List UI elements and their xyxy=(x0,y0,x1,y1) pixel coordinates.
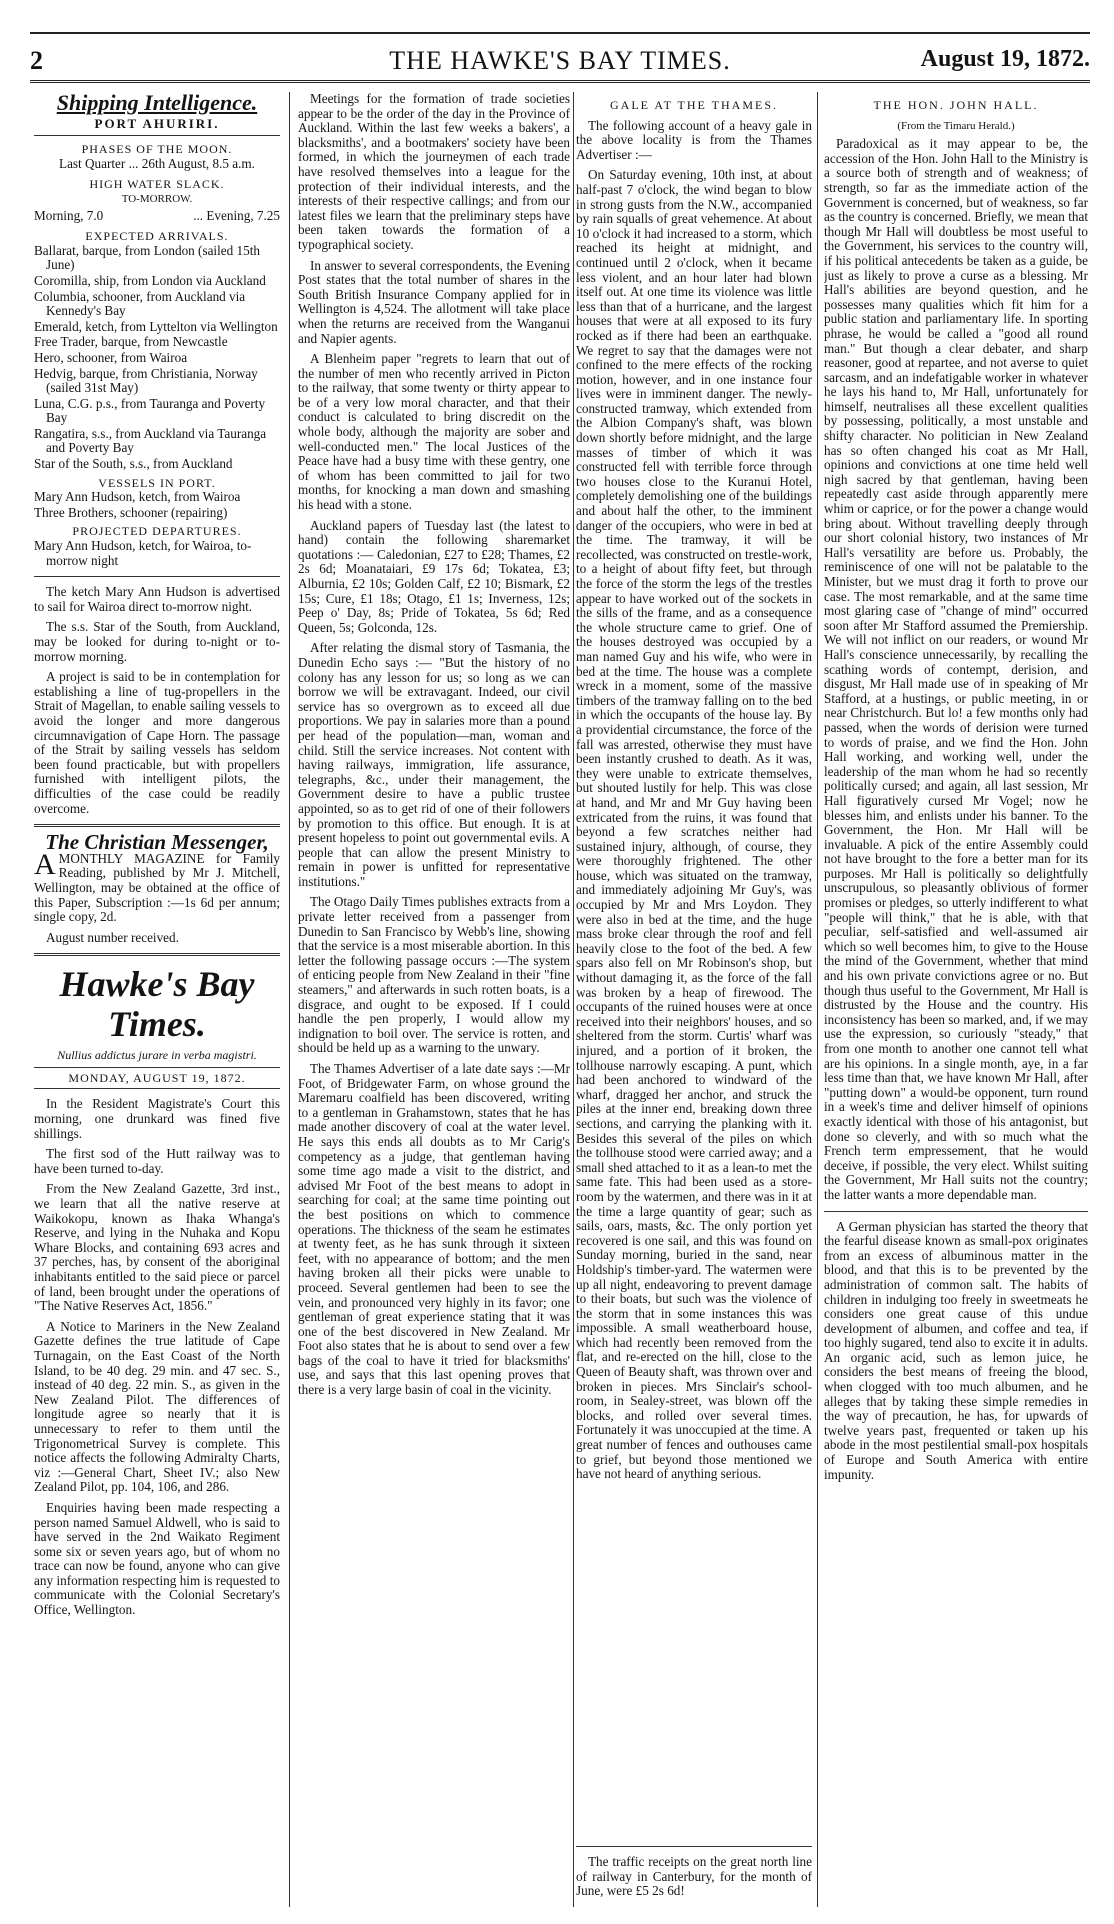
christian-messenger-note: August number received. xyxy=(46,929,179,945)
column-3-footer xyxy=(576,1838,812,1899)
news-paragraph: The Otago Daily Times publishes extracts from a private letter received from a passenger from Dunedin to San Francisco by Webb's line, showing that the service is a most miserable abortion. In this letter the following passage occurs :—The system of enticing people from New Zealand in their "fine steamers," and afterwards in such rotten boats, is a disgrace, and ought to be exposed. If I could handle the pen properly, I would allow my indignation to boil over. The service is rotten, and should be held up as a warning to the unwary. xyxy=(298,894,570,1056)
moon-heading: PHASES OF THE MOON. xyxy=(81,142,233,157)
column-3 xyxy=(576,92,812,1820)
editorial-paragraph: The first sod of the Hutt railway was to have been turned to-day. xyxy=(34,1146,280,1176)
news-paragraph: After relating the dismal story of Tasmania, the Dunedin Echo says :— "But the history of no colony has any lesson for us; so long as we can borrow we will be extravagant. Indeed, our civil service has so overgrown as to exceed all due proportions. We pay in salaries more than a pound per head of the population—man, woman and child. Still the service increases. Not content with having railways, immigration, life assurance, telegraphs, &c., under their management, the Government desire to have a public trustee appointed, so as to get rid of one of their followers by promotion to this office. But enough. It is at present hopeless to point out governmental evils. A people that can allow the present Ministry to remain in power is unfitted for representative institutions." xyxy=(298,640,570,889)
tide-morning: Morning, 7.0 xyxy=(34,207,104,223)
arrivals-list xyxy=(34,244,280,472)
news-paragraph: A Blenheim paper "regrets to learn that out of the number of men who recently arrived in Picton to the railway, that some twenty or thirty appear to be of a very low moral character, and that their conduct is calculated to bring discredit on the whole body, although the majority are sober and well-conducted men." The local Justices of the Peace have had a busy time with these gentry, one of whom has been committed to jail for two months, for knocking a man down and smashing his head with a stone. xyxy=(298,351,570,513)
list-item: Three Brothers, schooner (repairing) xyxy=(34,504,228,520)
article-source: (From the Timaru Herald.) xyxy=(897,119,1015,132)
list-item: Mary Ann Hudson, ketch, for Wairoa, to-morrow night xyxy=(34,538,252,568)
shipping-heading: Shipping Intelligence. xyxy=(56,92,258,115)
tide-sub: TO-MORROW. xyxy=(121,192,193,205)
list-item: Columbia, schooner, from Auckland via Kennedy's Bay xyxy=(34,288,246,319)
christian-messenger-ad: AMONTHLY MAGAZINE for Family Reading, published by Mr J. Mitchell, Wellington, may be obtained at the office of this Paper, Subscription :—1s 6d per annum; single copy, 2d. xyxy=(34,847,280,925)
editorial-paragraph: Enquiries having been made respecting a person named Samuel Aldwell, who is said to have served in the 2nd Waikato Regiment some six or seven years ago, but of whom no trace can now be found, anyone who can give any information respecting him is requested to communicate with the Colonial Secretary's Office, Wellington. xyxy=(34,1499,280,1618)
article-heading: GALE AT THE THAMES. xyxy=(609,98,778,112)
masthead xyxy=(30,36,1090,83)
departures-heading: PROJECTED DEPARTURES. xyxy=(72,524,242,539)
divider xyxy=(34,953,280,956)
news-paragraph: Meetings for the formation of trade societies appear to be the order of the day in the Province of Auckland. Within the last few weeks a bakers', a blacksmiths', and a bootmakers' society have been formed, in which the journeymen of each trade have resolved themselves into a league for the protection of their individual interests, and the interests of their respective callings; and from our latest files we learn that the preliminary steps have been taken towards the formation of a typographical society. xyxy=(298,92,570,252)
news-paragraph: Auckland papers of Tuesday last (the latest to hand) contain the following sharemarket quotations :— Caledonian, £27 to £28; Thames, £2 2s 6d; Moanataiari, £9 17s 6d; Tokatea, £3; Alburnia, £2 10s; Golden Calf, £2 10; Bismark, £2 15s; Cure, £1 18s; Otago, £1 1s; Inverness, 12s; Peep o' Day, 8s; Pride of Tokatea, 5s 6d; Red Queen, 5s; Golconda, 12s. xyxy=(298,517,570,635)
divider xyxy=(576,1846,812,1847)
list-item: Mary Ann Hudson, ketch, from Wairoa xyxy=(34,489,241,505)
article-heading: THE HON. JOHN HALL. xyxy=(873,98,1039,112)
article-paragraph: A German physician has started the theory that the fearful disease known as small-pox originates from an excess of albuminous matter in the blood, and that this is to be prevented by the administration of common salt. The habits of children in indulging too freely in sweetmeats he considers one great cause of this undue development of albumen, and coffee and tea, if too highly sugared, tend also to excite it in adults. An organic acid, such as lemon juice, he considers the best means of freeing the blood, when clogged with too much albumen, and he alleges that by taking these simple remedies in the way of precaution, he has, for upwards of twelve years past, frequented or taken up his abode in the most pestilential small-pox hospitals of Europe and South America with entire impunity. xyxy=(824,1218,1088,1482)
in-port-heading: VESSELS IN PORT. xyxy=(98,475,216,490)
news-paragraph: In answer to several correspondents, the Evening Post states that the total number of shares in the South British Insurance Company applied for in Wellington is 4,524. The allotment will take place when the returns are received from the Wanganui and Napier agents. xyxy=(298,257,570,346)
drop-cap: A xyxy=(34,847,56,881)
shipping-paragraph: The s.s. Star of the South, from Auckland, may be looked for during to-night or to-morrow morning. xyxy=(34,619,280,664)
list-item: Hero, schooner, from Wairoa xyxy=(34,349,188,365)
list-item: Free Trader, barque, from Newcastle xyxy=(34,334,228,350)
divider xyxy=(824,1211,1088,1212)
list-item: Hedvig, barque, from Christiania, Norway (sailed 31st May) xyxy=(34,365,258,396)
arrivals-heading: EXPECTED ARRIVALS. xyxy=(85,229,229,244)
list-item: Emerald, ketch, from Lyttelton via Wellington xyxy=(34,318,278,334)
divider xyxy=(34,576,280,577)
list-item: Luna, C.G. p.s., from Tauranga and Poverty Bay xyxy=(34,395,266,426)
column-rule xyxy=(573,92,574,1907)
tide-evening: ... Evening, 7.25 xyxy=(193,207,280,223)
tide-times xyxy=(34,209,280,224)
shipping-paragraph: The ketch Mary Ann Hudson is advertised to sail for Wairoa direct to-morrow night. xyxy=(34,584,280,614)
list-item: Rangatira, s.s., from Auckland via Tauranga and Poverty Bay xyxy=(34,425,267,456)
editorial-masthead: Hawke's Bay Times. xyxy=(59,964,255,1045)
column-2 xyxy=(298,92,570,1907)
motto: Nullius addictus jurare in verba magistri. xyxy=(57,1048,257,1063)
divider xyxy=(34,824,280,827)
news-paragraph: The traffic receipts on the great north line of railway in Canterbury, for the month of June, were £5 2s 6d! xyxy=(576,1854,812,1899)
column-rule xyxy=(289,92,290,1907)
article-paragraph: Paradoxical as it may appear to be, the accession of the Hon. John Hall to the Ministry is a source both of strength and of weakness; of strength, so far as the immediate action of the Government is concerned, but of weakness, so far as the country is concerned. Briefly, we mean that though Mr Hall will doubtless be most useful to the Government, his services to the country will, if his political antecedents be taken as a guide, be just as likely to prove a curse as a blessing. Mr Hall's abilities are beyond question, and he possesses many qualities which fit him for a public station and parliamentary life. In sporting phrase, he would be called a "good all round man." But though a clear debater, and sharp reasoner, good at repartee, and not averse to quiet sarcasm, and an indefatigable worker in whatever he lays his hand to, Mr Hall, unfortunately for himself, neutralises all these excellent qualities by possessing, politically, a most unstable and shifty character. No politician in New Zealand has so often changed his coat as Mr Hall, opinions and convictions at one time held well nigh sacred by that gentleman, having been repeatedly cast aside through apparently mere whim or caprice, or for the power a change would bring about. Without travelling deeply through our short colonial history, two instances of Mr Hall's versatility are before us. Probably, the reminiscence of one will not be palatable to the Minister, but we must drag it forth to prove our case. The most remarkable, and at the same time most glaring case of "change of mind" occurred soon after Mr Stafford assumed the Premiership. We will not inflict on our readers, or wound Mr Hall's conscience unnecessarily, by recalling the scathing words of contempt, derision, and disgust, Mr Hall made use of in speaking of Mr Stafford, at a hustings, or public meeting, in or near Christchurch. But lo! a few months only had passed, when the words of derision were turned to words of praise, and we find the Hon. John Hall working, and working well, under the leadership of the man whom he had so recently politically cursed; and again, all last session, Mr Hall figuratively cursed Mr Vogel; now he blesses him, and enlists under his banner. To the Government, the Hon. Mr Hall will be invaluable. A pick of the entire Assembly could not have brought to the fore a better man for its purposes. Mr Hall is politically so delightfully unscrupulous, so pleasantly oblivious of former promises or pledges, so utterly indifferent to what "people will think," that he is able, with that peculiar, self-satisfied and well-assumed air which so well becomes him, to give to the House the mind of the Government, whether that mind and his own private convictions agree or no. But though thus useful to the Government, Mr Hall is distrusted by the House and the country. His inconsistency has been so marked, and, if we may use the expression, so curiously "steady," that from one month to another one cannot tell what are his opinions. In a single month, aye, in a far less time than that, we have known Mr Hall, after "putting down" a would-be opponent, turn round in a week's time and deliver himself of opinions exactly identical with those of his antagonist, but done so cleverly, and with so much what the French term empressement, that he would deceive, if possible, the very elect. Whilst suiting the Government, Mr Hall suits not the country; the latter wants a more dependable man. xyxy=(824,136,1088,1202)
column-4 xyxy=(824,92,1088,1907)
newspaper-title: THE HAWKE'S BAY TIMES. xyxy=(389,46,731,75)
editorial-dateline: MONDAY, AUGUST 19, 1872. xyxy=(34,1067,280,1090)
list-item: Coromilla, ship, from London via Auckland xyxy=(34,272,266,288)
shipping-paragraph: A project is said to be in contemplation for establishing a line of tug-propellers in the Strait of Magellan, to enable sailing vessels to avoid the longer and more dangerous circumnavigation of Cape Horn. The passage of the Strait by sailing vessels has seldom been found practicable, but with propellers furnished with intelligent pilots, the difficulties of the case could be readily overcome. xyxy=(34,669,280,816)
column-rule xyxy=(817,92,818,1907)
issue-date: August 19, 1872. xyxy=(920,46,1090,72)
article-paragraph: The following account of a heavy gale in the above locality is from the Thames Advertiser :— xyxy=(576,117,812,162)
editorial-paragraph: A Notice to Mariners in the New Zealand Gazette defines the true latitude of Cape Turnagain, on the East Coast of the North Island, to be 40 deg. 29 min. and 47 sec. S., instead of 40 deg. 22 min. S., as given in the New Zealand Pilot. The differences of longitude agree so nearly that it is unnecessary to refer to them until the Trigonometrical Survey is complete. This notice affects the following Admiralty Charts, viz :—General Chart, Sheet IV.; also New Zealand Pilot, pp. 104, 106, and 286. xyxy=(34,1318,280,1495)
list-item: Ballarat, barque, from London (sailed 15th June) xyxy=(34,242,260,273)
port-heading: PORT AHURIRI. xyxy=(34,117,280,137)
page-number: 2 xyxy=(30,46,43,75)
editorial-paragraph: In the Resident Magistrate's Court this morning, one drunkard was fined five shillings. xyxy=(34,1096,280,1141)
list-item: Star of the South, s.s., from Auckland xyxy=(34,456,233,472)
tide-heading: HIGH WATER SLACK. xyxy=(89,177,225,192)
column-1 xyxy=(34,92,280,1907)
christian-messenger-heading: The Christian Messenger, xyxy=(45,830,269,855)
moon-line: Last Quarter ... 26th August, 8.5 a.m. xyxy=(59,155,255,171)
editorial-paragraph: From the New Zealand Gazette, 3rd inst., we learn that all the native reserve at Waikokopu, known as Ihaka Whanga's Reserve, and lying in the Nuhaka and Kopu Whare Blocks, and containing 693 acres and 37 perches, has, by consent of the aboriginal inhabitants entitled to the said piece or parcel of land, been brought under the operations of "The Native Reserves Act, 1856." xyxy=(34,1181,280,1314)
news-paragraph: The Thames Advertiser of a late date says :—Mr Foot, of Bridgewater Farm, on whose ground the Maremaru coalfield has been discovered, writing to a gentleman in Grahamstown, states that he has made another discovery of coal at the water level. He says this ends all doubts as to Mr Carig's competency as a judge, that gentleman having some time ago made a visit to the district, and advised Mr Foot of the best means to adopt in searching for coal; at the same time pointing out the best positions on which to commence operations. The thickness of the seam he estimates at twenty feet, as he has sunk through it sixteen feet, with no appearance of bottom; and the men having broken all their picks were unable to proceed. Several gentlemen had been to see the vein, and pronounced very highly in its favor; one gentleman of great experience stating that it was one of the best discovered in New Zealand. Mr Foot also states that he is about to send over a few bags of the coal to have it tried for blacksmiths' use, and says that this last opening proves that there is a very large basin of coal in the vicinity. xyxy=(298,1061,570,1398)
article-paragraph: On Saturday evening, 10th inst, at about half-past 7 o'clock, the wind began to blow in strong gusts from the N.W., accompanied by rain squalls of great vehemence. At about 10 o'clock it had increased to a storm, which reached its height at midnight, and continued until 2 o'clock, when it became less violent, and an hour later had blown itself out. At one time its violence was little less than that of a hurricane, and the largest houses that were at all exposed to its fury rocked as if there had been an earthquake. We regret to say that the damages were not confined to the mere effects of the rocking motion, however, and in one instance four lives were in imminent danger. The newly-constructed tramway, which extended from the Albion Company's shaft, was blown down shortly before midnight, and the large masses of timber of which it was constructed fell with terrible force through two houses close to the Kuranui Hotel, completely demolishing one of the buildings and about half the other, to the imminent danger of the occupiers, who were in bed at the time. The tramway, it will be recollected, was constructed on trestle-work, to a height of about fifty feet, but through the force of the storm the legs of the trestles appear to have worked out of the sockets in the sills of the frame, and as a consequence the whole structure came to grief. One of the houses destroyed was occupied by a man named Guy and his wife, who were in bed at the time. The house was a complete wreck in a moment, some of the massive timbers of the tramway falling on to the bed in which the occupants of the house lay. By a providential circumstance, the force of the fall was arrested, otherwise they must have been instantly crushed to death. As it was, they were unable to extricate themselves, but shouted lustily for help. This was close at hand, and Mr and Mr Guy having been extricated from the ruins, it was found that beyond a few scratches neither had sustained injury, although, of course, they were thoroughly frightened. The other house, which was situated on the tramway, and immediately adjoining Mr Guy's, was occupied by Mr and Mrs Loydon. They were also in bed at the time, and the huge mass broke clear through the roof and fell heavily close to the foot of the bed. A few spars also fell on Mr Robinson's shop, but without damaging it, as the force of the fall was broken by a heap of firewood. The occupants of the ruined houses were at once received into their neighbors' houses, and so sheltered from the storm. Curtis' wharf was injured, and a portion of it broken, the tollhouse narrowly escaping. A punt, which had been anchored to windward of the wharf, dragged her anchor, and struck the piles at the inner end, breaking down three sections, and carrying the planking with it. Besides this several of the piles on which the tollhouse stood were carried away; and a small shed attached to it as a lean-to met the same fate. This had been used as a store-room by the watermen, and there was in it at the time a large quantity of gear; such as sails, oars, masts, &c. The only portion yet recovered is one sail, and this was found on Sunday morning, buried in the sand, near Holdship's timber-yard. The watermen were up all night, endeavoring to prevent damage to their boats, but such was the violence of the storm that in some instances this was impossible. A small weatherboard house, which had recently been removed from the flat, and re-erected on the hill, close to the Queen of Beauty shaft, was thrown over and broken in pieces. Mrs Sinclair's school-room, in Sealey-street, was blown off the blocks, and rolled over several times. Fortunately it was unoccupied at the time. A great number of fences and outhouses came to grief, but beyond those mentioned we have not heard of anything serious. xyxy=(576,167,812,1482)
